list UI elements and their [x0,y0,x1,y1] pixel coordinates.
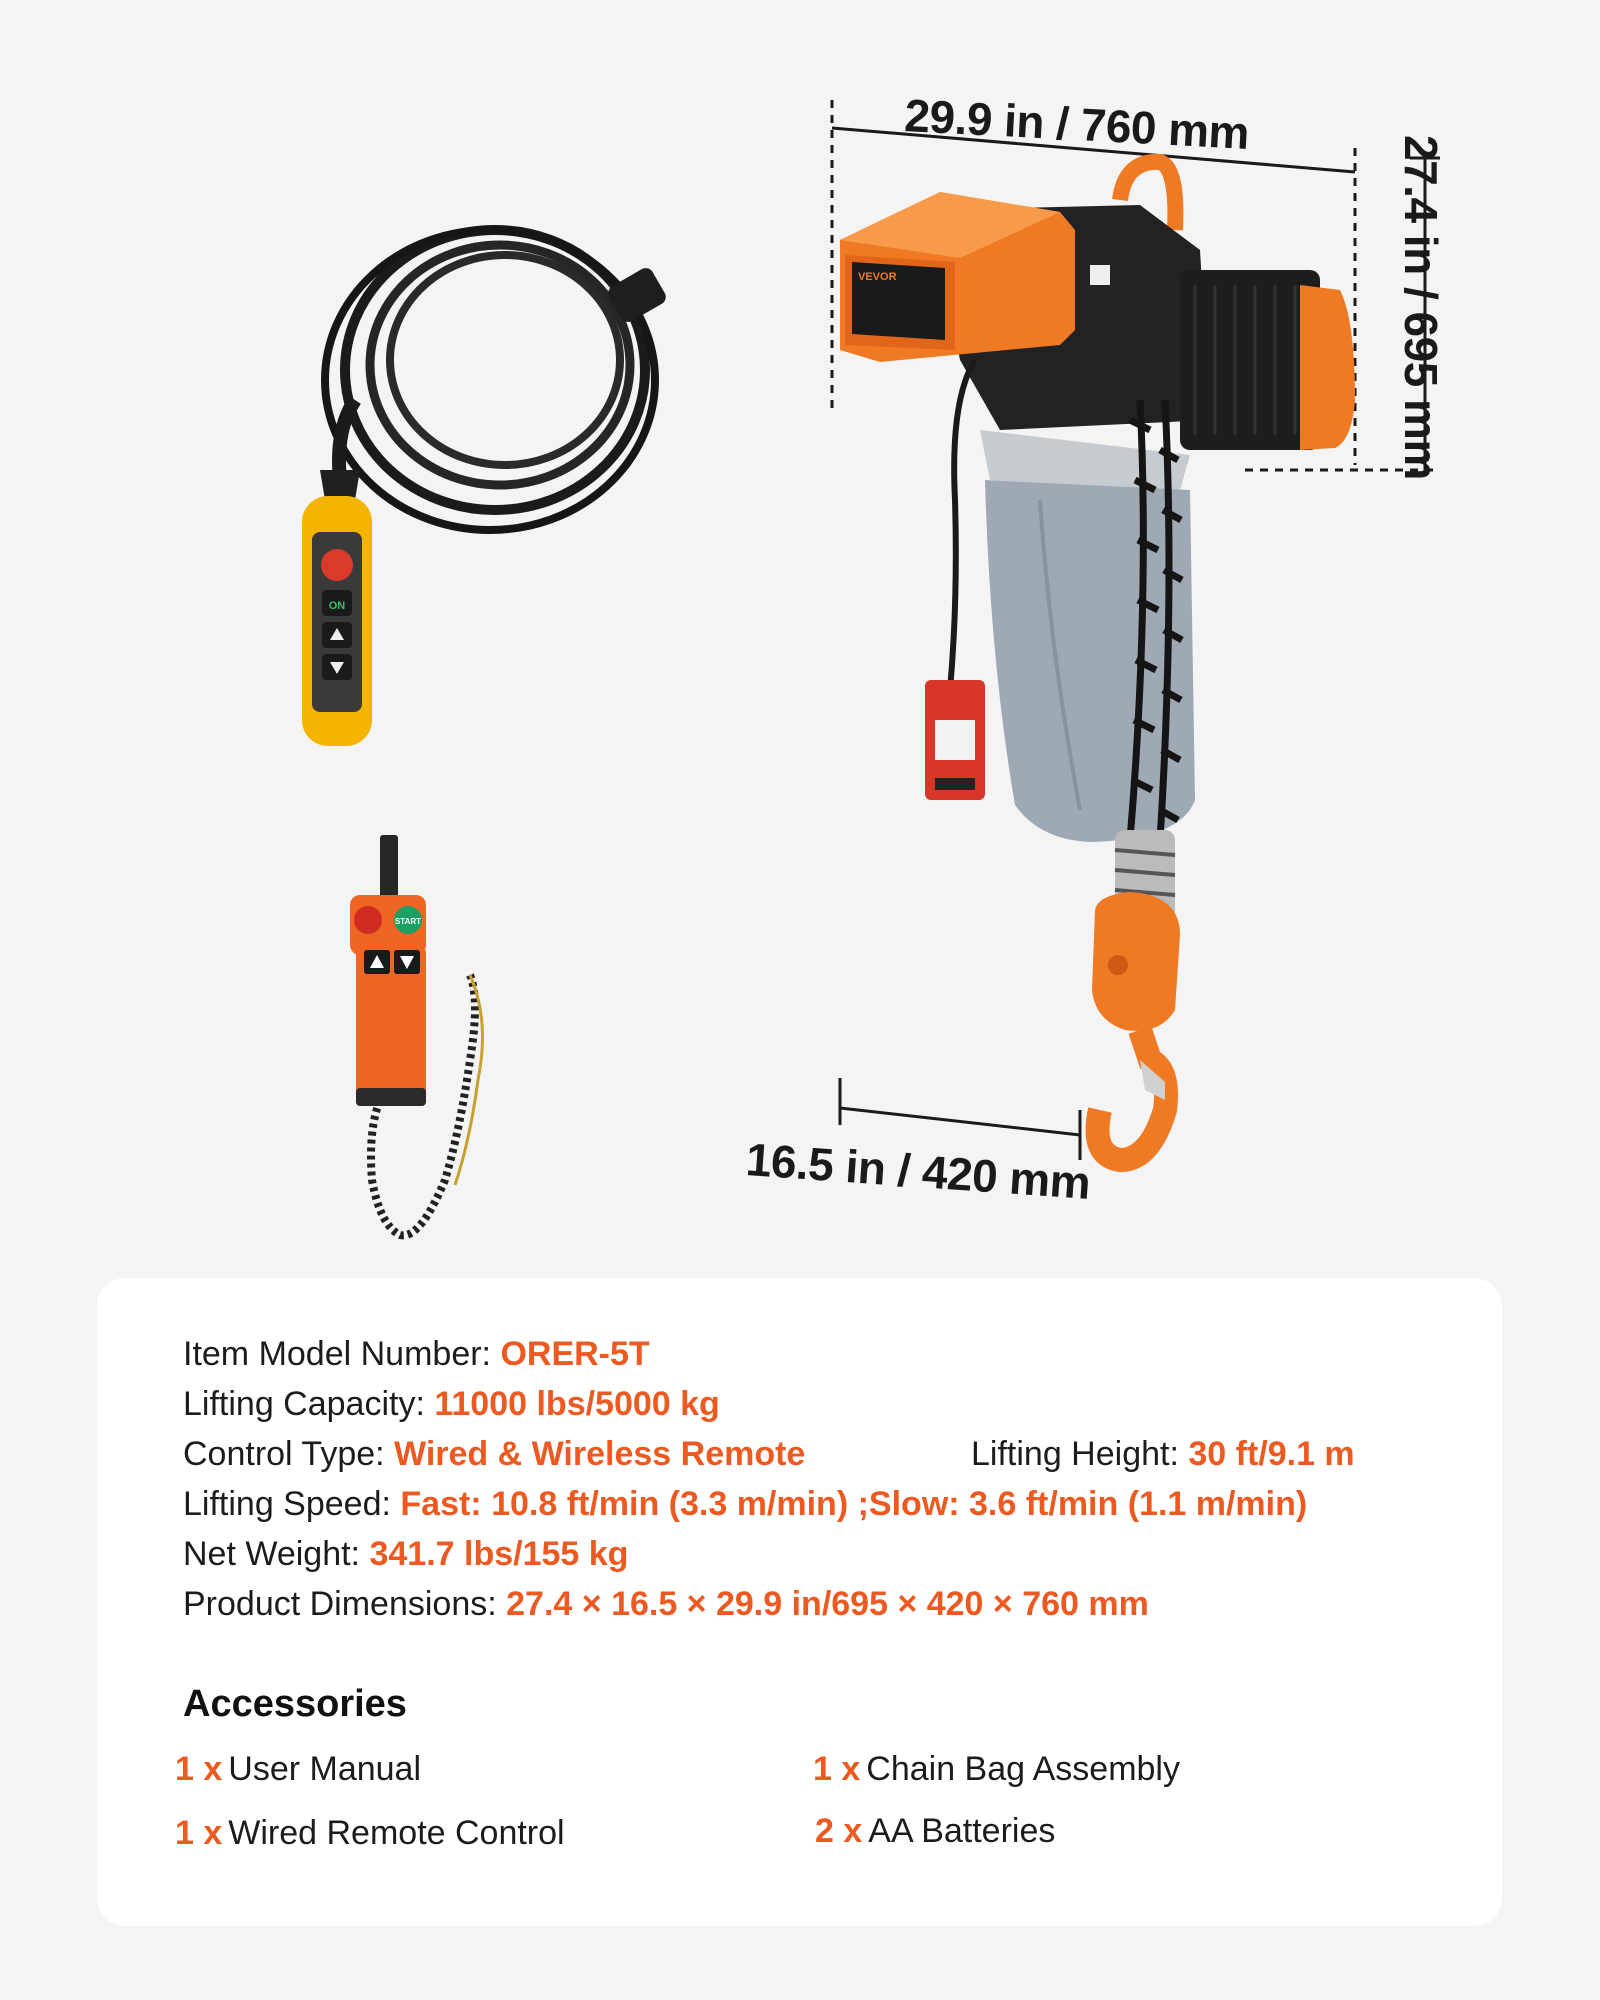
spec-label: Lifting Capacity: [183,1385,425,1423]
brand-logo: VEVOR [858,271,897,283]
spec-label: Lifting Height: [971,1435,1179,1473]
spec-value: Fast: 10.8 ft/min (3.3 m/min) ;Slow: 3.6 ft/min (1.1 m/min) [400,1485,1308,1523]
accessory-item [813,1750,1180,1789]
pendant-on-label: ON [328,600,346,612]
motor [1180,270,1320,450]
emergency-stop-button [321,549,353,581]
wired-pendant-remote [302,230,669,746]
accessory-qty: 2 x [815,1812,863,1850]
accessory-name: Wired Remote Control [228,1814,565,1852]
spec-card [97,1278,1502,1926]
accessory-name: AA Batteries [868,1812,1056,1850]
chain-bag-collar [980,430,1190,490]
start-label: START [394,917,422,926]
spec-label: Net Weight: [183,1535,361,1573]
accessory-qty: 1 x [175,1814,223,1852]
accessory-qty: 1 x [175,1750,223,1788]
motor-end-cap [1300,285,1355,450]
antenna [380,835,398,905]
spec-value: ORER-5T [500,1335,650,1373]
spec-model [183,1332,650,1376]
hook-block [1092,892,1180,1031]
spec-label: Product Dimensions: [183,1585,497,1623]
spec-dimensions [183,1582,1149,1626]
spec-lifting-speed [183,1482,1307,1526]
qr-code [1090,265,1110,285]
accessory-item [175,1814,565,1853]
depth-dimension-label: 16.5 in / 420 mm [744,1132,1092,1209]
spec-value: 11000 lbs/5000 kg [434,1385,720,1423]
accessory-name: User Manual [228,1750,422,1788]
spec-capacity [183,1382,720,1426]
accessory-item [815,1812,1055,1851]
spec-label: Lifting Speed: [183,1485,391,1523]
spec-value: Wired & Wireless Remote [394,1435,806,1473]
accessory-qty: 1 x [813,1750,861,1788]
spec-value: 30 ft/9.1 m [1188,1435,1355,1473]
spec-value: 27.4 × 16.5 × 29.9 in/695 × 420 × 760 mm [506,1585,1149,1623]
spec-control-type [183,1432,805,1476]
width-dimension-label: 29.9 in / 760 mm [903,88,1251,159]
accessory-item [175,1750,421,1789]
spec-label: Control Type: [183,1435,385,1473]
spec-label: Item Model Number: [183,1335,491,1373]
spec-net-weight [183,1532,628,1576]
spec-value: 341.7 lbs/155 kg [369,1535,629,1573]
accessories-title: Accessories [183,1683,407,1725]
wireless-remote [350,835,483,1235]
chain-hoist [840,162,1355,1160]
spec-lifting-height [971,1432,1355,1476]
stop-button [354,906,382,934]
accessory-name: Chain Bag Assembly [866,1750,1180,1788]
height-dimension-label: 27.4 in / 695 mm [1395,135,1447,480]
